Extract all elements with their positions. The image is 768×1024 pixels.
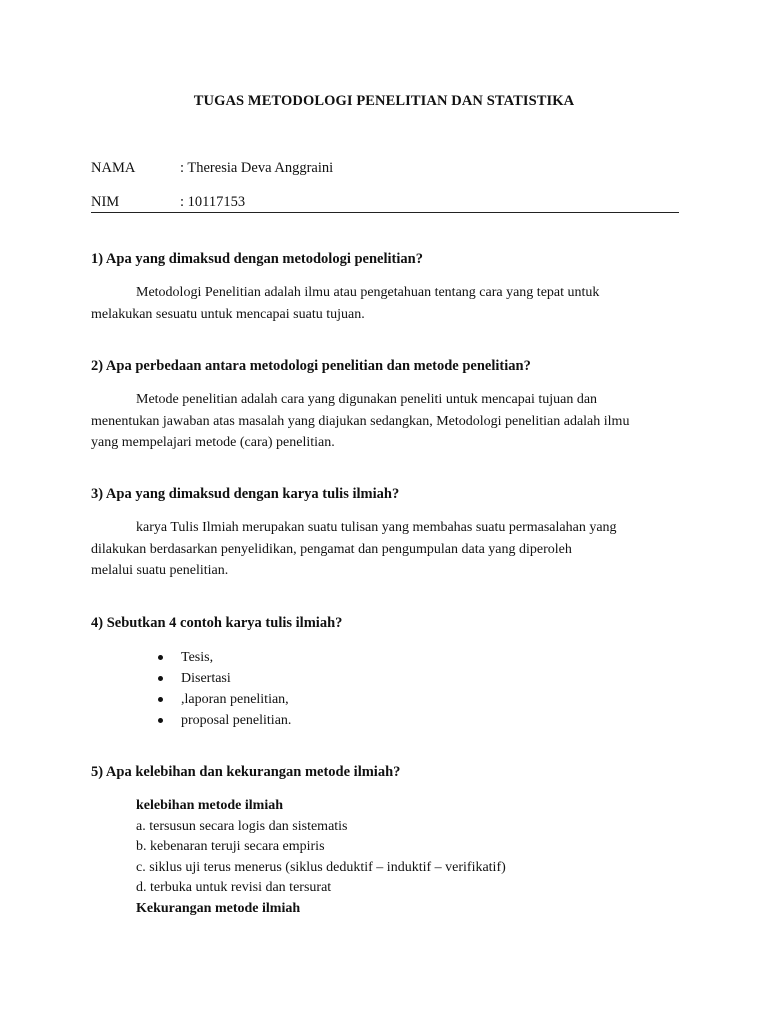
list-item-label: Disertasi: [181, 671, 231, 686]
question-3: 3) Apa yang dimaksud dengan karya tulis ilmiah?: [91, 486, 400, 502]
bullet-icon: [158, 718, 163, 723]
list-item-label: proposal penelitian.: [181, 713, 292, 728]
header-divider: [91, 212, 679, 213]
question-4: 4) Sebutkan 4 contoh karya tulis ilmiah?: [91, 615, 343, 631]
answer-1: [91, 282, 679, 325]
answer-2: [91, 389, 679, 454]
document-title: TUGAS METODOLOGI PENELITIAN DAN STATISTIKA: [193, 93, 575, 109]
answer-3-line: karya Tulis Ilmiah merupakan suatu tulisan yang membahas suatu permasalahan yang: [136, 520, 617, 535]
kelebihan-item: c. siklus uji terus menerus (siklus deduktif – induktif – verifikatif): [136, 859, 506, 875]
question-2: 2) Apa perbedaan antara metodologi penelitian dan metode penelitian?: [91, 358, 531, 374]
bullet-icon: [158, 655, 163, 660]
answer-3-line: dilakukan berdasarkan penyelidikan, pengamat dan pengumpulan data yang diperoleh: [91, 541, 572, 557]
answer-2-line: yang mempelajari metode (cara) penelitian.: [91, 435, 335, 450]
list-item: [157, 689, 291, 710]
question-1: 1) Apa yang dimaksud dengan metodologi penelitian?: [91, 251, 423, 267]
answer-2-line: Metode penelitian adalah cara yang digunakan peneliti untuk mencapai tujuan dan: [136, 392, 598, 407]
answer-5: [136, 796, 506, 919]
question-5: 5) Apa kelebihan dan kekurangan metode ilmiah?: [91, 764, 401, 780]
kelebihan-heading: kelebihan metode ilmiah: [136, 798, 284, 813]
kelebihan-item: d. terbuka untuk revisi dan tersurat: [136, 880, 332, 895]
answer-1-line: melakukan sesuatu untuk mencapai suatu tujuan.: [91, 306, 365, 322]
bullet-icon: [158, 697, 163, 702]
answer-2-line: menentukan jawaban atas masalah yang diajukan sedangkan, Metodologi penelitian adalah ilmu: [91, 413, 630, 429]
kekurangan-heading: Kekurangan metode ilmiah: [136, 900, 301, 916]
examples-list: [157, 647, 291, 731]
bullet-icon: [158, 676, 163, 681]
answer-3-line: melalui suatu penelitian.: [91, 563, 229, 578]
kelebihan-item: a. tersusun secara logis dan sistematis: [136, 818, 348, 834]
nim-label: NIM: [91, 194, 120, 210]
list-item-label: Tesis,: [181, 650, 214, 665]
kelebihan-item: b. kebenaran teruji secara empiris: [136, 839, 325, 854]
nama-value: : Theresia Deva Anggraini: [180, 160, 334, 176]
list-item: [157, 647, 291, 668]
list-item: [157, 668, 291, 689]
answer-3: [91, 517, 679, 582]
list-item: [157, 710, 291, 731]
list-item-label: ,laporan penelitian,: [181, 692, 289, 707]
nim-value: : 10117153: [180, 194, 246, 210]
answer-1-line: Metodologi Penelitian adalah ilmu atau pengetahuan tentang cara yang tepat untuk: [136, 285, 600, 300]
nama-label: NAMA: [91, 160, 136, 176]
